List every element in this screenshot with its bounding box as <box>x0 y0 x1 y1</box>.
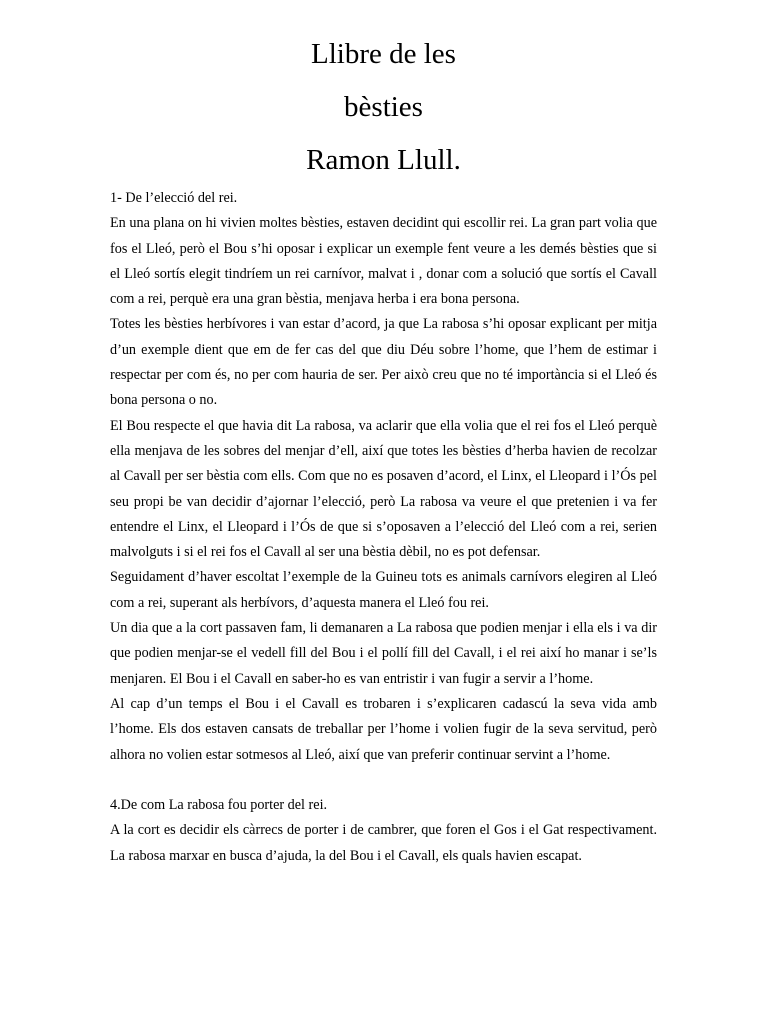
blank-line <box>110 768 657 793</box>
section-4-heading: 4.De com La rabosa fou porter del rei. <box>110 797 328 814</box>
paragraph: Totes les bèsties herbívores i van estar d’acord, ja que La rabosa s’hi oposar explicant per mitja d’un exemple dient que em de fer cas del que diu Déu sobre l’home, que l’hem de estimar i respectar per com és, no per com hauria de ser. Per això creu que no té importància si el Lleó és bona persona o no. <box>110 316 657 409</box>
title-line-1: Llibre de les <box>311 38 456 70</box>
document-body <box>110 186 657 869</box>
author-name: Ramon Llull. <box>306 144 461 176</box>
section-1-heading: 1- De l’elecció del rei. <box>110 190 238 206</box>
paragraph: Un dia que a la cort passaven fam, li demanaren a La rabosa que podien menjar i ella els i va dir que podien menjar-se el vedell fill del Bou i el pollí fill del Cavall, i el rei així ho manar i se’ls menjaren. El Bou i el Cavall en saber-ho es van entristir i van fugir a servir a l’home. <box>110 620 657 687</box>
paragraph: A la cort es decidir els càrrecs de porter i de cambrer, que foren el Gos i el Gat respectivament. La rabosa marxar en busca d’ajuda, la del Bou i el Cavall, els quals havien escapat. <box>110 822 657 864</box>
paragraph: Seguidament d’haver escoltat l’exemple de la Guineu tots es animals carnívors elegiren al Lleó com a rei, superant als herbívors, d’aquesta manera el Lleó fou rei. <box>110 569 657 611</box>
paragraph: En una plana on hi vivien moltes bèsties, estaven decidint qui escollir rei. La gran part volia que fos el Lleó, però el Bou s’hi oposar i explicar un exemple fent veure a les demés bèsties que si el Lleó sortís elegit tindríem un rei carnívor, malvat i , donar com a solució que sortís el Cavall com a rei, perquè era una gran bèstia, menjava herba i era bona persona. <box>110 215 657 308</box>
paragraph: Al cap d’un temps el Bou i el Cavall es trobaren i s’explicaren cadascú la seva vida amb l’home. Els dos estaven cansats de treballar per l’home i volien fugir de la seva servitud, però alhora no volien estar sotmesos al Lleó, així que van preferir continuar servint a l’home. <box>110 695 657 763</box>
title-line-2: bèsties <box>344 91 423 123</box>
paragraph: El Bou respecte el que havia dit La rabosa, va aclarir que ella volia que el rei fos el Lleó perquè ella menjava de les sobres del menjar d’ell, així que totes les bèsties d’herba havien de recolzar al Cavall per ser bèstia com ells. Com que no es posaven d’acord, el Linx, el Lleopard i l’Ós pel seu propi be van decidir d’ajornar l’elecció, però La rabosa va veure el que pretenien i va fer entendre el Linx, el Lleopard i l’Ós de que si s’oposaven a l’elecció del Lleó com a rei, serien malvolguts i si el rei fos el Cavall al ser una bèstia dèbil, no es pot defensar. <box>110 417 657 561</box>
